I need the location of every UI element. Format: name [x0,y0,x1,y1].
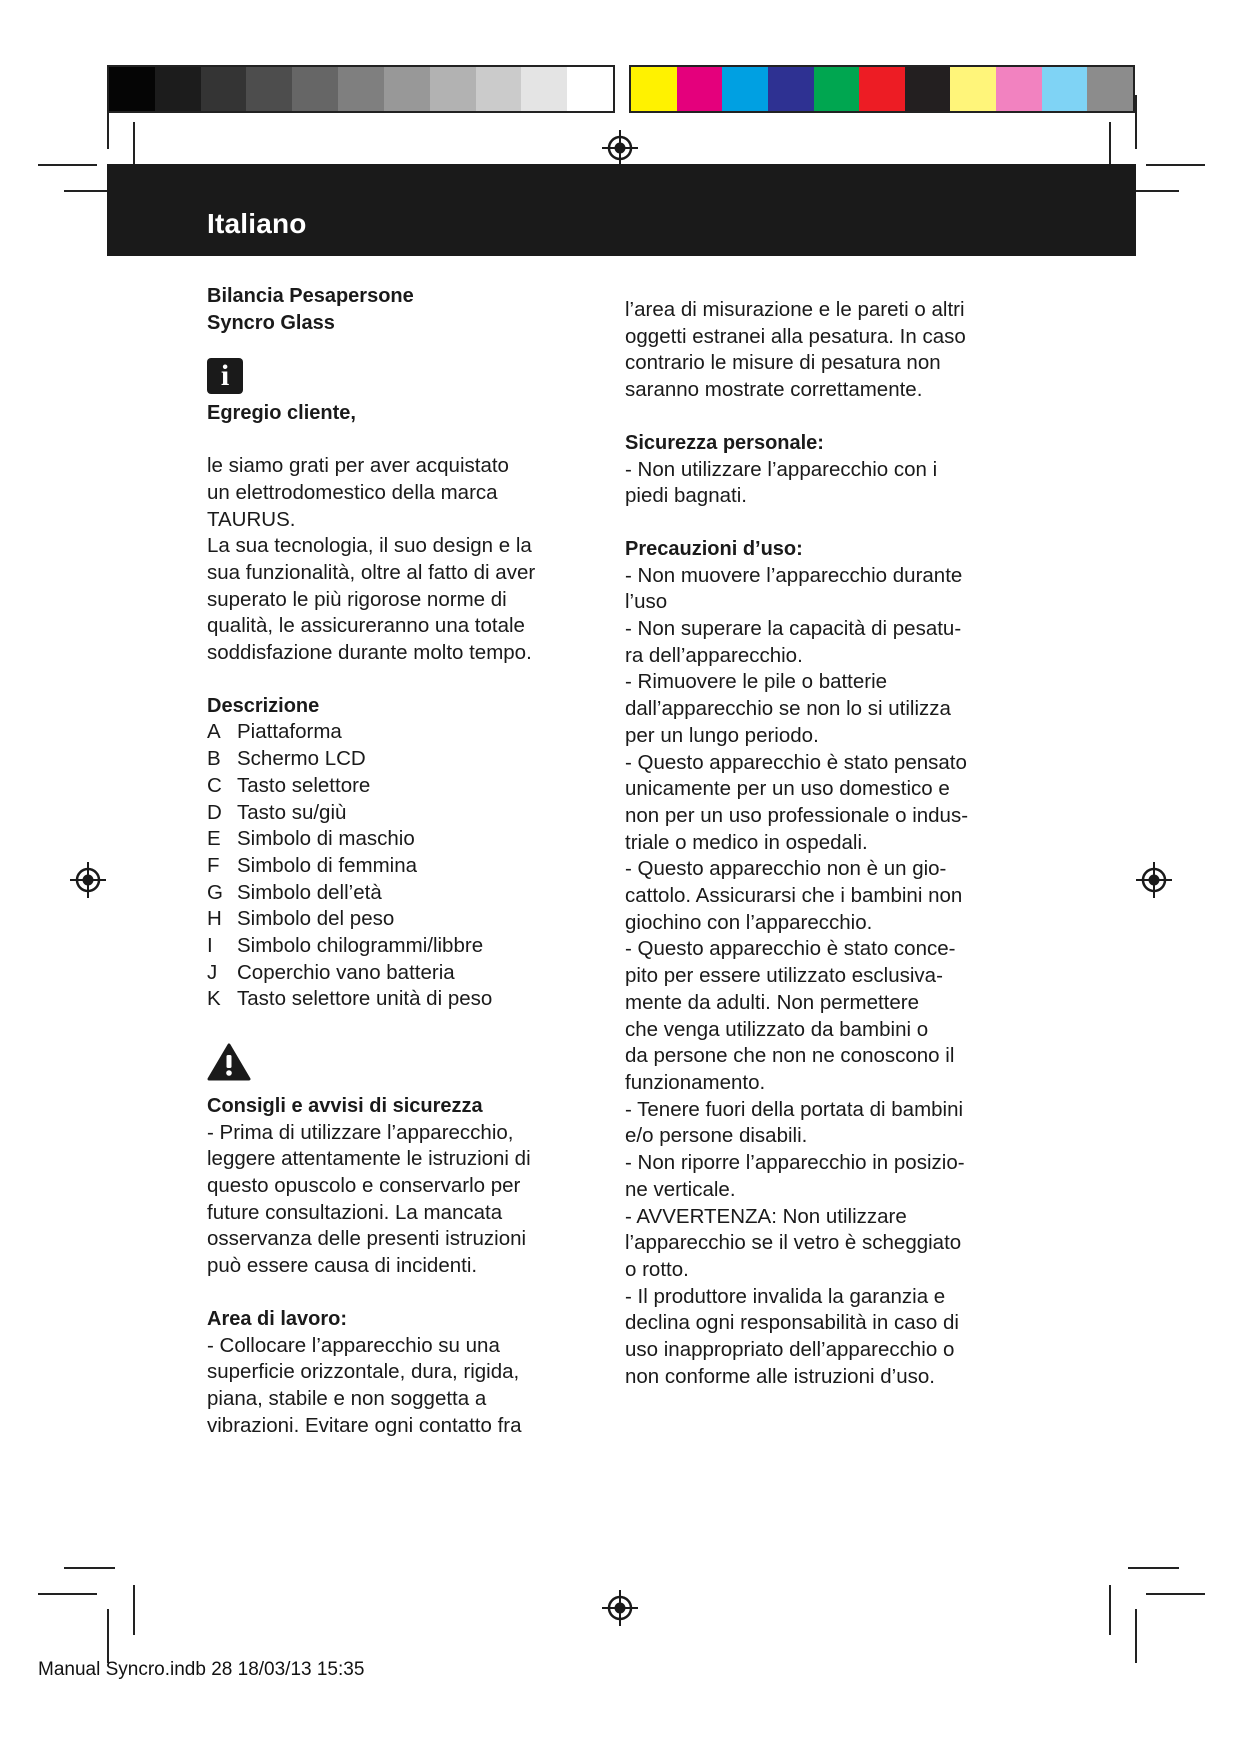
precautions-heading: Precauzioni d’uso: [625,537,803,560]
greeting: Egregio cliente, [207,402,356,425]
registration-mark-icon [70,862,106,898]
description-item-text: Simbolo del peso [237,907,395,931]
continued-line: oggetti estranei alla pesatura. In caso [625,324,966,348]
crop-mark [38,1593,97,1595]
intro-line: soddisfazione durante molto tempo. [207,641,532,665]
crop-mark [1135,1609,1137,1663]
precautions-line: triale o medico in ospedali. [625,830,868,854]
precautions-line: e/o persone disabili. [625,1124,808,1148]
precautions-line: da persone che non ne conoscono il [625,1044,955,1068]
precautions-line: - Il produttore invalida la garanzia e [625,1284,946,1308]
precautions-line: mente da adulti. Non permettere [625,990,919,1014]
color-swatch [677,67,723,111]
color-swatch [814,67,860,111]
safety-heading: Consigli e avvisi di sicurezza [207,1094,483,1117]
gray-swatch [109,67,155,111]
description-item [207,746,587,773]
crop-mark [1128,1567,1179,1569]
description-item-letter: G [207,880,223,904]
precautions-line: - Non superare la capacità di pesatu- [625,617,962,641]
description-item-letter: F [207,853,220,877]
safety-line: leggere attentamente le istruzioni di [207,1147,531,1171]
gray-swatch [155,67,201,111]
description-item-letter: C [207,773,222,797]
color-swatch [1087,67,1133,111]
intro-line: un elettrodomestico della marca [207,480,498,504]
warning-icon [207,1043,251,1081]
precautions-line: che venga utilizzato da bambini o [625,1017,929,1041]
safety-line: questo opuscolo e conservarlo per [207,1173,521,1197]
continued-line: l’area di misurazione e le pareti o altri [625,298,965,321]
precautions-line: l’apparecchio se il vetro è scheggiato [625,1231,962,1255]
color-swatch [905,67,951,111]
description-item-letter: B [207,747,221,771]
description-heading: Descrizione [207,694,320,717]
spacer [207,427,587,453]
gray-swatch [567,67,613,111]
registration-mark-icon [1136,862,1172,898]
work-area-heading: Area di lavoro: [207,1307,348,1330]
work-area-line: - Collocare l’apparecchio su una [207,1333,500,1357]
precautions-line: pito per essere utilizzato esclusiva- [625,964,943,988]
description-item [207,880,587,907]
spacer [207,667,587,693]
precautions-line: non conforme alle istruzioni d’uso. [625,1364,935,1388]
intro-line: La sua tecnologia, il suo design e la [207,534,532,558]
precautions-line: non per un uso professionale o indus- [625,803,969,827]
personal-safety-heading: Sicurezza personale: [625,431,824,454]
description-item [207,826,587,853]
footer-slug: Manual Syncro.indb 28 18/03/13 15:35 [38,1659,365,1680]
precautions-line: - Non riporre l’apparecchio in posizio- [625,1151,965,1175]
description-item [207,986,587,1013]
crop-mark [64,1567,115,1569]
description-list [207,719,587,1013]
description-item [207,853,587,880]
description-item-text: Simbolo di maschio [237,827,415,851]
intro-line: TAURUS. [207,507,296,531]
precautions-line: uso inappropriato dell’apparecchio o [625,1338,955,1362]
precautions-paragraph [625,563,1025,1391]
work-area-line: piana, stabile e non soggetta a [207,1386,487,1410]
color-swatch [950,67,996,111]
safety-line: osservanza delle presenti istruzioni [207,1227,527,1251]
spacer [207,1280,587,1306]
description-item-text: Tasto selettore [237,773,371,797]
crop-mark [133,1585,135,1635]
intro-paragraph [207,453,587,667]
gray-swatch [292,67,338,111]
description-item-text: Coperchio vano batteria [237,960,455,984]
precautions-line: l’uso [625,590,668,614]
color-swatch [996,67,1042,111]
description-item-letter: A [207,720,221,744]
crop-mark [1146,1593,1205,1595]
precautions-line: - Questo apparecchio è stato conce- [625,937,956,961]
product-subtitle: Syncro Glass [207,311,335,334]
crop-mark [1146,164,1205,166]
product-title: Bilancia Pesapersone [207,285,414,307]
description-item [207,960,587,987]
description-item [207,800,587,827]
precautions-line: - Non muovere l’apparecchio durante [625,563,963,587]
description-item [207,719,587,746]
precautions-line: cattolo. Assicurarsi che i bambini non [625,884,963,908]
color-swatch [859,67,905,111]
description-item-text: Tasto selettore unità di peso [237,987,493,1011]
right-column [625,297,1025,1390]
gray-swatch [338,67,384,111]
crop-mark [107,1609,109,1663]
header-band [107,164,1136,256]
description-item-letter: I [207,934,213,958]
precautions-line: - Questo apparecchio è stato pensato [625,750,967,774]
gray-swatch [430,67,476,111]
crop-mark [107,95,109,149]
description-item [207,773,587,800]
registration-mark-icon [602,130,638,166]
continued-paragraph [625,297,1025,404]
safety-line: future consultazioni. La mancata [207,1200,503,1224]
precautions-line: giochino con l’apparecchio. [625,910,873,934]
gray-swatch [201,67,247,111]
description-item-text: Simbolo dell’età [237,880,382,904]
left-column [207,283,587,1439]
grayscale-color-bar [107,65,615,113]
crop-mark [38,164,97,166]
personal-safety-paragraph [625,457,1025,510]
color-swatch [768,67,814,111]
crop-mark [1109,1585,1111,1635]
precautions-line: - Questo apparecchio non è un gio- [625,857,947,881]
precautions-line: dall’apparecchio se non lo si utilizza [625,697,951,721]
precautions-line: ne verticale. [625,1177,736,1201]
crop-mark [1135,95,1137,149]
description-item-letter: K [207,987,221,1011]
intro-line: sua funzionalità, oltre al fatto di aver [207,560,536,584]
precautions-line: o rotto. [625,1257,689,1281]
color-swatch [631,67,677,111]
description-item [207,933,587,960]
description-item-text: Simbolo di femmina [237,853,418,877]
work-area-paragraph [207,1333,587,1440]
description-item-text: Simbolo chilogrammi/libbre [237,934,484,958]
continued-line: contrario le misure di pesatura non [625,351,941,375]
intro-line: le siamo grati per aver acquistato [207,454,509,478]
color-swatch [1042,67,1088,111]
personal-safety-line: - Non utilizzare l’apparecchio con i [625,457,938,481]
precautions-line: funzionamento. [625,1070,766,1094]
color-swatch [722,67,768,111]
precautions-line: - Rimuovere le pile o batterie [625,670,888,694]
description-item [207,906,587,933]
description-item-text: Schermo LCD [237,747,366,771]
precautions-line: - AVVERTENZA: Non utilizzare [625,1204,907,1228]
safety-paragraph [207,1120,587,1280]
continued-line: saranno mostrate correttamente. [625,378,923,402]
description-item-letter: H [207,907,222,931]
gray-swatch [476,67,522,111]
language-title: Italiano [207,208,307,239]
personal-safety-line: piedi bagnati. [625,484,747,508]
description-item-letter: D [207,800,222,824]
gray-swatch [384,67,430,111]
gray-swatch [521,67,567,111]
work-area-line: superficie orizzontale, dura, rigida, [207,1360,520,1384]
precautions-line: ra dell’apparecchio. [625,643,803,667]
precautions-line: declina ogni responsabilità in caso di [625,1311,959,1335]
safety-line: può essere causa di incidenti. [207,1254,478,1278]
description-item-text: Piattaforma [237,720,342,744]
description-item-letter: J [207,960,218,984]
spacer [625,510,1025,536]
precautions-line: per un lungo periodo. [625,723,819,747]
description-item-letter: E [207,827,221,851]
spacer [625,404,1025,430]
description-item-text: Tasto su/giù [237,800,347,824]
intro-line: superato le più rigorose norme di [207,587,507,611]
info-icon: i [207,358,243,394]
process-color-bar [629,65,1135,113]
intro-line: qualità, le assicureranno una totale [207,614,525,638]
gray-swatch [246,67,292,111]
registration-mark-icon [602,1590,638,1626]
precautions-line: unicamente per un uso domestico e [625,777,950,801]
safety-line: - Prima di utilizzare l’apparecchio, [207,1120,514,1144]
precautions-line: - Tenere fuori della portata di bambini [625,1097,964,1121]
work-area-line: vibrazioni. Evitare ogni contatto fra [207,1413,522,1437]
